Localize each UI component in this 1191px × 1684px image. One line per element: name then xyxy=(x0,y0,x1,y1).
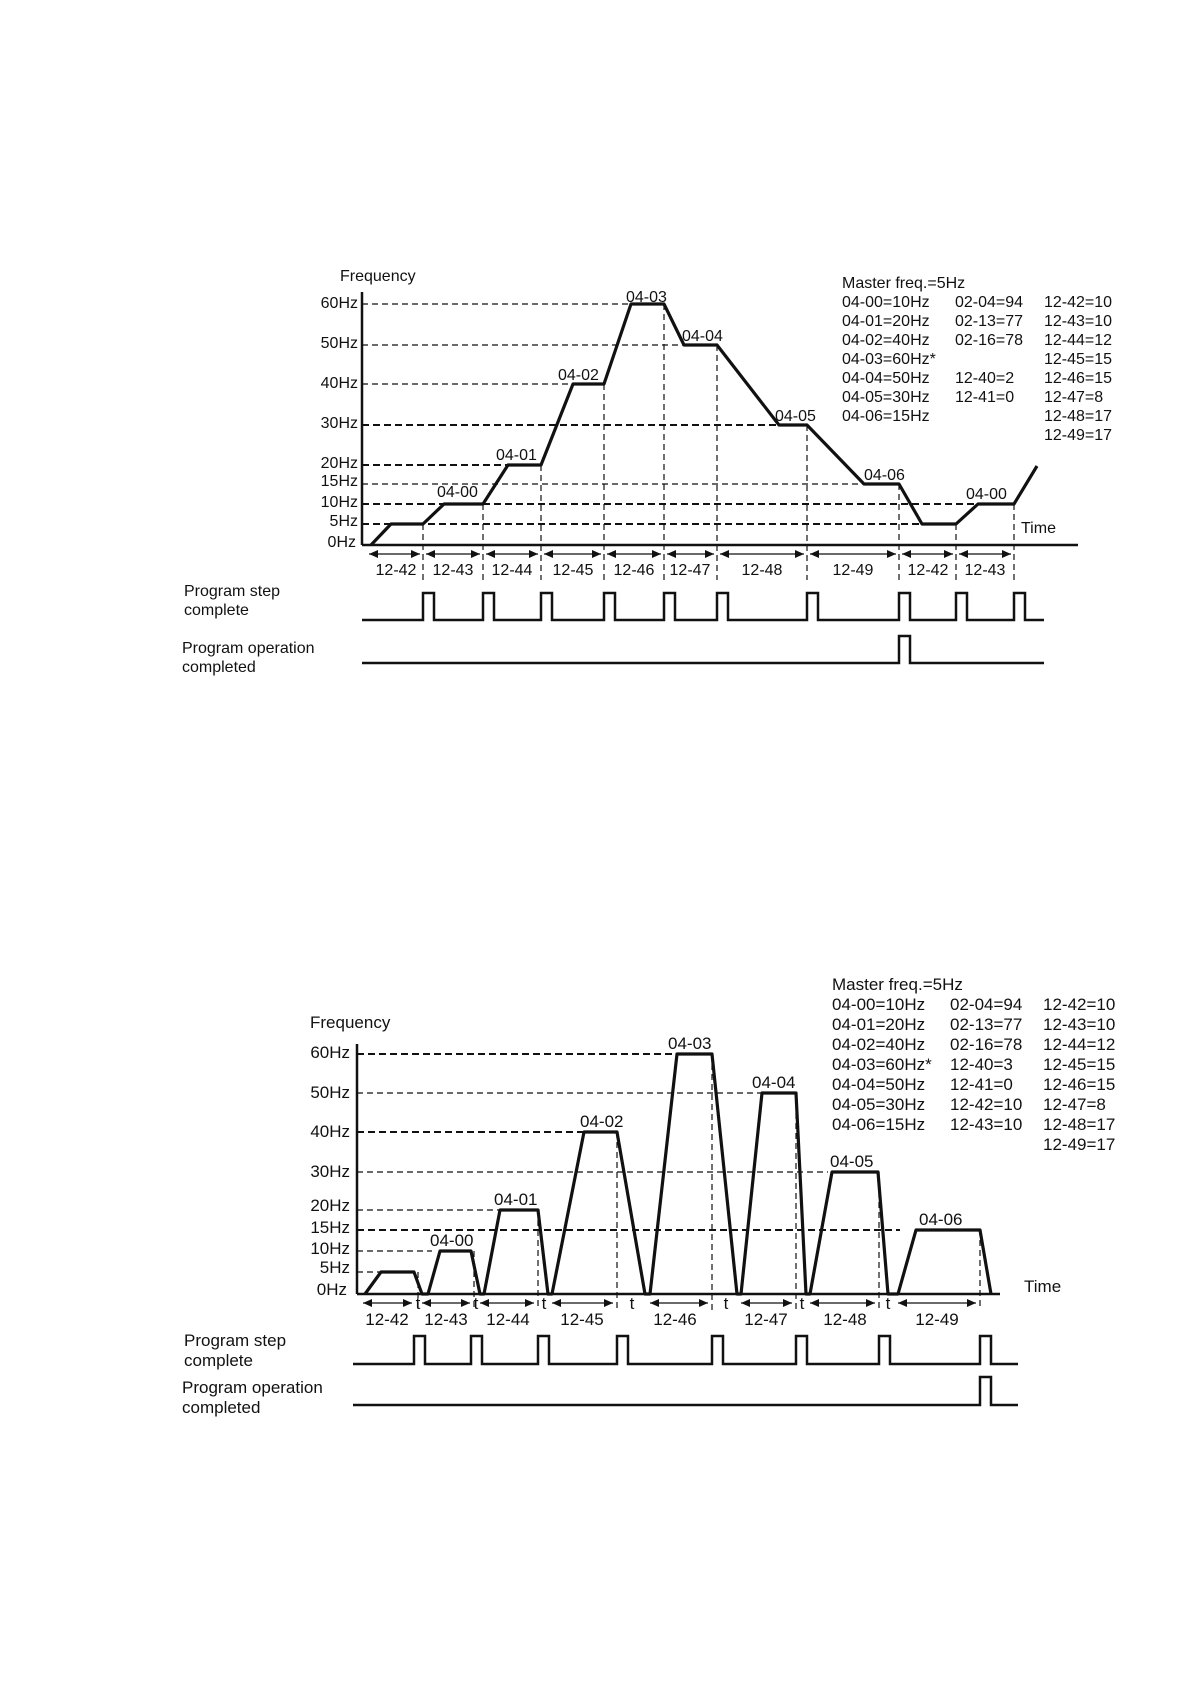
bottom-tick-5hz: 5Hz xyxy=(319,1258,350,1277)
svg-text:02-13=77: 02-13=77 xyxy=(950,1015,1023,1034)
svg-text:04-03=60Hz*: 04-03=60Hz* xyxy=(832,1055,932,1074)
top-seg-12-42-repeat: 12-42 xyxy=(907,562,949,579)
bottom-x-axis-title: Time xyxy=(1024,1277,1062,1296)
top-tick-10hz: 10Hz xyxy=(320,494,358,511)
bottom-y-axis-title: Frequency xyxy=(310,1013,391,1032)
top-segment-arrows xyxy=(369,550,1011,558)
top-label-04-03: 04-03 xyxy=(626,289,667,306)
top-seg-12-46: 12-46 xyxy=(613,562,655,579)
bottom-seg-12-45: 12-45 xyxy=(560,1310,604,1329)
svg-text:12-44=12: 12-44=12 xyxy=(1043,1035,1116,1054)
bottom-label-04-06: 04-06 xyxy=(919,1210,963,1229)
top-seg-12-42: 12-42 xyxy=(375,562,417,579)
bottom-seg-12-49: 12-49 xyxy=(915,1310,959,1329)
bottom-tick-20hz: 20Hz xyxy=(310,1196,350,1215)
bottom-label-04-01: 04-01 xyxy=(494,1190,538,1209)
top-label-04-02: 04-02 xyxy=(558,367,599,384)
svg-text:12-42=10: 12-42=10 xyxy=(950,1095,1023,1114)
bottom-label-04-00: 04-00 xyxy=(430,1231,474,1250)
svg-text:04-04=50Hz: 04-04=50Hz xyxy=(832,1075,926,1094)
top-label-04-04: 04-04 xyxy=(682,328,723,345)
svg-text:12-41=0: 12-41=0 xyxy=(955,389,1015,406)
bottom-label-04-03: 04-03 xyxy=(668,1034,712,1053)
top-label-04-00: 04-00 xyxy=(437,484,478,501)
bottom-step-label-line1: Program step xyxy=(184,1331,287,1350)
bottom-seg-12-47: 12-47 xyxy=(744,1310,788,1329)
svg-text:12-49=17: 12-49=17 xyxy=(1044,427,1113,444)
bottom-notes-title: Master freq.=5Hz xyxy=(832,975,963,994)
svg-text:04-01=20Hz: 04-01=20Hz xyxy=(842,313,930,330)
svg-text:02-13=77: 02-13=77 xyxy=(955,313,1024,330)
top-notes-title: Master freq.=5Hz xyxy=(842,275,966,292)
bottom-tick-60hz: 60Hz xyxy=(310,1043,350,1062)
top-seg-12-44: 12-44 xyxy=(491,562,533,579)
svg-text:12-43=10: 12-43=10 xyxy=(1044,313,1113,330)
svg-text:t: t xyxy=(629,1294,635,1313)
svg-text:12-46=15: 12-46=15 xyxy=(1043,1075,1116,1094)
bottom-seg-12-42: 12-42 xyxy=(365,1310,409,1329)
top-seg-12-47: 12-47 xyxy=(669,562,711,579)
svg-text:02-04=94: 02-04=94 xyxy=(955,294,1024,311)
svg-text:12-41=0: 12-41=0 xyxy=(950,1075,1013,1094)
top-y-axis-title: Frequency xyxy=(340,268,416,285)
top-step-label-line2: complete xyxy=(184,602,249,619)
svg-text:02-04=94: 02-04=94 xyxy=(950,995,1023,1014)
bottom-label-04-02: 04-02 xyxy=(580,1112,624,1131)
svg-text:04-04=50Hz: 04-04=50Hz xyxy=(842,370,930,387)
svg-text:t: t xyxy=(885,1294,891,1313)
svg-text:12-49=17: 12-49=17 xyxy=(1043,1135,1116,1154)
svg-text:t: t xyxy=(799,1294,805,1313)
svg-text:t: t xyxy=(473,1294,479,1313)
svg-text:12-46=15: 12-46=15 xyxy=(1044,370,1113,387)
bottom-seg-12-44: 12-44 xyxy=(486,1310,530,1329)
svg-text:t: t xyxy=(415,1294,421,1313)
bottom-seg-12-46: 12-46 xyxy=(653,1310,697,1329)
bottom-tick-30hz: 30Hz xyxy=(310,1162,350,1181)
svg-text:12-47=8: 12-47=8 xyxy=(1043,1095,1106,1114)
svg-text:12-42=10: 12-42=10 xyxy=(1044,294,1113,311)
bottom-label-04-04: 04-04 xyxy=(752,1073,796,1092)
bottom-segment-arrows xyxy=(363,1299,976,1307)
top-tick-20hz: 20Hz xyxy=(320,455,358,472)
svg-text:12-44=12: 12-44=12 xyxy=(1044,332,1113,349)
top-done-label-line1: Program operation xyxy=(182,640,315,657)
top-seg-12-43-repeat: 12-43 xyxy=(964,562,1006,579)
svg-text:04-03=60Hz*: 04-03=60Hz* xyxy=(842,351,936,368)
top-label-04-00-repeat: 04-00 xyxy=(966,486,1007,503)
svg-text:12-45=15: 12-45=15 xyxy=(1044,351,1113,368)
svg-text:12-48=17: 12-48=17 xyxy=(1043,1115,1116,1134)
top-tick-40hz: 40Hz xyxy=(320,375,358,392)
svg-text:12-43=10: 12-43=10 xyxy=(1043,1015,1116,1034)
svg-text:t: t xyxy=(541,1294,547,1313)
bottom-done-signal xyxy=(353,1377,1018,1405)
top-tick-50hz: 50Hz xyxy=(320,335,358,352)
svg-text:12-42=10: 12-42=10 xyxy=(1043,995,1116,1014)
svg-text:04-05=30Hz: 04-05=30Hz xyxy=(842,389,930,406)
bottom-seg-12-48: 12-48 xyxy=(823,1310,867,1329)
top-step-label-line1: Program step xyxy=(184,583,281,600)
svg-text:12-47=8: 12-47=8 xyxy=(1044,389,1104,406)
top-tick-30hz: 30Hz xyxy=(320,415,358,432)
svg-text:04-06=15Hz: 04-06=15Hz xyxy=(842,408,930,425)
bottom-tick-0hz: 0Hz xyxy=(316,1280,347,1299)
svg-text:12-45=15: 12-45=15 xyxy=(1043,1055,1116,1074)
bottom-done-label-line2: completed xyxy=(182,1398,261,1417)
svg-text:t: t xyxy=(723,1294,729,1313)
svg-text:04-00=10Hz: 04-00=10Hz xyxy=(832,995,926,1014)
bottom-done-label-line1: Program operation xyxy=(182,1378,323,1397)
bottom-step-label-line2: complete xyxy=(184,1351,253,1370)
diagram-bottom xyxy=(182,975,1115,1417)
top-seg-12-45: 12-45 xyxy=(552,562,594,579)
top-done-signal xyxy=(362,636,1044,663)
top-tick-15hz: 15Hz xyxy=(320,473,358,490)
top-parameter-notes xyxy=(842,275,1112,444)
svg-text:12-43=10: 12-43=10 xyxy=(950,1115,1023,1134)
svg-text:04-05=30Hz: 04-05=30Hz xyxy=(832,1095,926,1114)
top-seg-12-49: 12-49 xyxy=(832,562,874,579)
svg-text:04-02=40Hz: 04-02=40Hz xyxy=(832,1035,926,1054)
top-label-04-01: 04-01 xyxy=(496,447,537,464)
bottom-tick-40hz: 40Hz xyxy=(310,1122,350,1141)
svg-text:12-40=2: 12-40=2 xyxy=(955,370,1015,387)
bottom-label-04-05: 04-05 xyxy=(830,1152,874,1171)
bottom-tick-10hz: 10Hz xyxy=(310,1239,350,1258)
svg-text:04-00=10Hz: 04-00=10Hz xyxy=(842,294,930,311)
svg-text:04-02=40Hz: 04-02=40Hz xyxy=(842,332,930,349)
top-label-04-06: 04-06 xyxy=(864,467,905,484)
svg-text:02-16=78: 02-16=78 xyxy=(950,1035,1023,1054)
bottom-step-signal xyxy=(353,1336,1018,1364)
bottom-tick-50hz: 50Hz xyxy=(310,1083,350,1102)
top-seg-12-48: 12-48 xyxy=(741,562,783,579)
top-tick-0hz: 0Hz xyxy=(327,534,356,551)
svg-text:04-01=20Hz: 04-01=20Hz xyxy=(832,1015,926,1034)
svg-text:04-06=15Hz: 04-06=15Hz xyxy=(832,1115,926,1134)
top-tick-60hz: 60Hz xyxy=(320,295,358,312)
top-step-signal xyxy=(362,593,1044,620)
top-label-04-05: 04-05 xyxy=(775,408,816,425)
bottom-tick-15hz: 15Hz xyxy=(310,1218,350,1237)
top-x-axis-title: Time xyxy=(1021,520,1056,537)
bottom-seg-12-43: 12-43 xyxy=(424,1310,468,1329)
top-tick-5hz: 5Hz xyxy=(329,513,358,530)
top-done-label-line2: completed xyxy=(182,659,256,676)
diagram-top xyxy=(182,268,1112,676)
svg-text:12-40=3: 12-40=3 xyxy=(950,1055,1013,1074)
bottom-parameter-notes xyxy=(832,975,1115,1154)
top-seg-12-43: 12-43 xyxy=(432,562,474,579)
svg-text:12-48=17: 12-48=17 xyxy=(1044,408,1113,425)
svg-text:02-16=78: 02-16=78 xyxy=(955,332,1024,349)
